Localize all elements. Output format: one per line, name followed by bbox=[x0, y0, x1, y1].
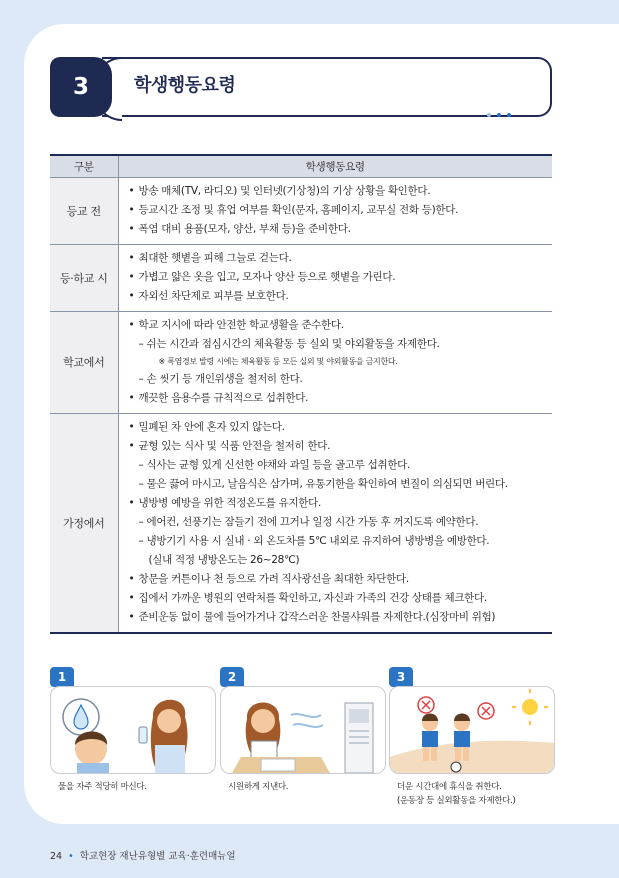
guideline-text: – 식사는 균형 있게 신선한 야채와 과일 등을 골고루 섭취한다. bbox=[138, 458, 411, 471]
caption-3: 더운 시간대에 휴식을 취한다. (운동장 등 실외활동을 자제한다.) bbox=[397, 782, 516, 806]
guideline-text: 자외선 차단제로 피부를 보호한다. bbox=[138, 289, 289, 302]
bullet-icon: • bbox=[128, 439, 135, 452]
bullet-icon: • bbox=[128, 203, 135, 216]
guideline-text: 균형 있는 식사 및 식품 안전을 철저히 한다. bbox=[138, 439, 331, 452]
row-category: 학교에서 bbox=[50, 311, 118, 413]
guideline-line bbox=[129, 287, 553, 306]
section-number: 3 bbox=[50, 57, 112, 117]
guideline-line bbox=[129, 268, 553, 287]
guideline-text: 깨끗한 음용수를 규칙적으로 섭취한다. bbox=[138, 391, 309, 404]
row-category: 가정에서 bbox=[50, 413, 118, 633]
bullet-icon: • bbox=[128, 591, 135, 604]
guideline-text: (실내 적정 냉방온도는 26~28℃) bbox=[148, 553, 300, 566]
guideline-text: – 쉬는 시간과 점심시간의 체육활동 등 실외 및 야외활동을 자제한다. bbox=[138, 337, 440, 350]
guideline-text: 냉방병 예방을 위한 적정온도를 유지한다. bbox=[138, 496, 322, 509]
caption-2: 시원하게 지낸다. bbox=[228, 782, 289, 792]
guideline-line bbox=[129, 551, 553, 570]
footer-title: 학교현장 재난유형별 교육·훈련매뉴얼 bbox=[79, 851, 236, 862]
row-category: 등·하교 시 bbox=[50, 244, 118, 311]
row-guidelines bbox=[118, 244, 552, 311]
row-guidelines bbox=[118, 177, 552, 244]
guideline-line bbox=[129, 370, 553, 389]
illustration-badge-1: 1 bbox=[50, 667, 74, 687]
bullet-icon: • bbox=[128, 270, 135, 283]
guideline-text: 최대한 햇볕을 피해 그늘로 걷는다. bbox=[138, 251, 292, 264]
guideline-line bbox=[129, 418, 553, 437]
table-row bbox=[50, 244, 552, 311]
table-row bbox=[50, 413, 552, 633]
guideline-text: – 에어컨, 선풍기는 잠들기 전에 끄거나 일정 시간 가동 후 꺼지도록 예약한다. bbox=[138, 515, 479, 528]
guideline-text: 집에서 가까운 병원의 연락처를 확인하고, 자신과 가족의 건강 상태를 체크한다. bbox=[138, 591, 487, 604]
guideline-line bbox=[129, 354, 553, 370]
footer-dot-icon: • bbox=[68, 851, 74, 862]
guideline-text: – 손 씻기 등 개인위생을 철저히 한다. bbox=[138, 372, 303, 385]
guideline-text: 등교시간 조정 및 휴업 여부를 확인(문자, 홈페이지, 교무실 전화 등)한다. bbox=[138, 203, 459, 216]
guideline-line bbox=[129, 316, 553, 335]
section-header bbox=[50, 57, 552, 119]
guideline-text: 학교 지시에 따라 안전한 학교생활을 준수한다. bbox=[138, 318, 344, 331]
header-guideline: 학생행동요령 bbox=[118, 155, 552, 177]
guideline-line bbox=[129, 335, 553, 354]
bullet-icon: • bbox=[128, 391, 135, 404]
table-header-row bbox=[50, 155, 552, 177]
guideline-line bbox=[129, 532, 553, 551]
guideline-line bbox=[129, 201, 553, 220]
guideline-text: ※ 폭염경보 발령 시에는 체육활동 등 모든 실외 및 야외활동을 금지한다. bbox=[158, 356, 398, 366]
illustration-badge-2: 2 bbox=[220, 667, 244, 687]
illustration-resting bbox=[389, 686, 555, 774]
guideline-text: 폭염 대비 용품(모자, 양산, 부채 등)을 준비한다. bbox=[138, 222, 351, 235]
guideline-line bbox=[129, 608, 553, 627]
row-guidelines bbox=[118, 311, 552, 413]
illustration-drinking-water bbox=[50, 686, 216, 774]
guideline-text: 밀폐된 차 안에 혼자 있지 않는다. bbox=[138, 420, 285, 433]
row-category: 등교 전 bbox=[50, 177, 118, 244]
guideline-text: – 냉방기기 사용 시 실내 · 외 온도차를 5℃ 내외로 유지하여 냉방병을 예방한다. bbox=[138, 534, 490, 547]
table-row bbox=[50, 311, 552, 413]
guideline-line bbox=[129, 182, 553, 201]
bullet-icon: • bbox=[128, 289, 135, 302]
guideline-line bbox=[129, 494, 553, 513]
guideline-text: 가볍고 얇은 옷을 입고, 모자나 양산 등으로 햇볕을 가린다. bbox=[138, 270, 396, 283]
guideline-line bbox=[129, 389, 553, 408]
illustration-badge-3: 3 bbox=[389, 667, 413, 687]
bullet-icon: • bbox=[128, 222, 135, 235]
caption-1: 물을 자주 적당히 마신다. bbox=[58, 782, 147, 792]
illustration-staying-cool bbox=[220, 686, 386, 774]
section-title: 학생행동요령 bbox=[134, 75, 236, 96]
guideline-text: – 물은 끓여 마시고, 날음식은 삼가며, 유통기한을 확인하여 변질이 의심되면 버린다. bbox=[138, 477, 508, 490]
guideline-line bbox=[129, 249, 553, 268]
guideline-text: 준비운동 없이 물에 들어가거나 갑작스러운 찬물샤워를 자제한다.(심장마비 위험) bbox=[138, 610, 496, 623]
decorative-dots bbox=[487, 113, 511, 117]
guideline-line bbox=[129, 570, 553, 589]
bullet-icon: • bbox=[128, 318, 135, 331]
header-category: 구분 bbox=[50, 155, 118, 177]
guideline-text: 방송 매체(TV, 라디오) 및 인터넷(기상청)의 기상 상황을 확인한다. bbox=[138, 184, 431, 197]
guideline-table bbox=[50, 154, 552, 634]
guideline-line bbox=[129, 513, 553, 532]
bullet-icon: • bbox=[128, 610, 135, 623]
page-number: 24 bbox=[50, 851, 63, 862]
bullet-icon: • bbox=[128, 420, 135, 433]
guideline-line bbox=[129, 220, 553, 239]
table-row bbox=[50, 177, 552, 244]
guideline-line bbox=[129, 475, 553, 494]
guideline-line bbox=[129, 589, 553, 608]
bullet-icon: • bbox=[128, 184, 135, 197]
table-body bbox=[50, 177, 552, 633]
guideline-line bbox=[129, 437, 553, 456]
bullet-icon: • bbox=[128, 496, 135, 509]
row-guidelines bbox=[118, 413, 552, 633]
bullet-icon: • bbox=[128, 572, 135, 585]
guideline-line bbox=[129, 456, 553, 475]
guideline-text: 창문을 커튼이나 천 등으로 가려 직사광선을 최대한 차단한다. bbox=[138, 572, 409, 585]
page-footer bbox=[50, 848, 236, 862]
bullet-icon: • bbox=[128, 251, 135, 264]
